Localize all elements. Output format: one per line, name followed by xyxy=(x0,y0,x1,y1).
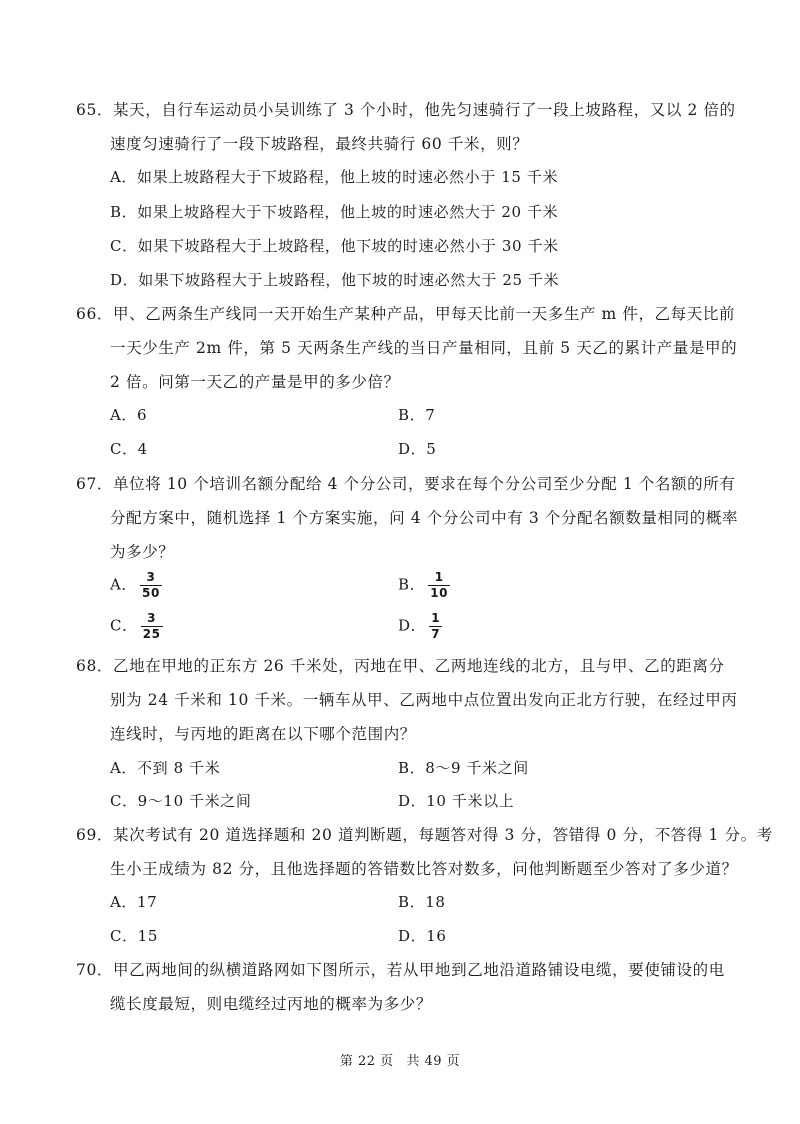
fraction-denominator: 25 xyxy=(142,627,161,641)
option-label: C． xyxy=(110,616,138,635)
question-68-option-d: D．10 千米以上 xyxy=(398,792,515,810)
question-67-option-b xyxy=(398,570,450,601)
question-67-option-a xyxy=(110,570,162,601)
fraction xyxy=(428,570,450,601)
fraction-denominator: 50 xyxy=(142,586,160,600)
fraction xyxy=(429,611,442,642)
question-67-text-cont: 分配方案中，随机选择 1 个方案实施，问 4 个分公司中有 3 个分配名额数量相同的概率 xyxy=(110,509,739,527)
question-69-text: 69．某次考试有 20 道选择题和 20 道判断题，每题答对得 3 分，答错得 0 分，不答得 1 分。考 xyxy=(76,826,773,844)
question-65-option-c: C．如果下坡路程大于上坡路程，他下坡的时速必然小于 30 千米 xyxy=(110,237,559,255)
question-68-text-cont: 别为 24 千米和 10 千米。一辆车从甲、乙两地中点位置出发向正北方行驶，在经过甲丙 xyxy=(110,691,738,709)
fraction-denominator: 10 xyxy=(430,586,449,600)
question-69-option-d: D．16 xyxy=(398,927,447,945)
fraction xyxy=(141,611,163,642)
question-68-option-b: B．8～9 千米之间 xyxy=(398,759,529,777)
fraction-numerator: 1 xyxy=(431,611,441,625)
fraction-denominator: 7 xyxy=(431,627,441,641)
question-65-text: 65．某天，自行车运动员小吴训练了 3 个小时，他先匀速骑行了一段上坡路程，又以 2 倍的 xyxy=(76,101,736,119)
option-label: D． xyxy=(398,616,427,635)
question-67-text: 67．单位将 10 个培训名额分配给 4 个分公司，要求在每个分公司至少分配 1 个名额的所有 xyxy=(76,475,736,493)
question-67-text-cont2: 为多少？ xyxy=(110,543,175,561)
fraction-numerator: 1 xyxy=(428,570,450,586)
question-65-text-cont: 速度匀速骑行了一段下坡路程，最终共骑行 60 千米，则？ xyxy=(110,135,529,153)
question-67-option-d xyxy=(398,611,442,642)
fraction-numerator: 3 xyxy=(141,611,163,627)
question-67-option-c xyxy=(110,611,163,642)
question-65-option-d: D．如果下坡路程大于上坡路程，他下坡的时速必然大于 25 千米 xyxy=(110,271,560,289)
question-66-text-cont2: 2 倍。问第一天乙的产量是甲的多少倍？ xyxy=(110,373,400,391)
option-label: B． xyxy=(398,575,426,594)
question-69-option-b: B．18 xyxy=(398,893,446,911)
question-66-option-b: B．7 xyxy=(398,406,436,424)
question-66-text: 66．甲、乙两条生产线同一天开始生产某种产品，甲每天比前一天多生产 m 件，乙每天比前 xyxy=(76,305,736,323)
question-68-text-cont2: 连线时，与丙地的距离在以下哪个范围内？ xyxy=(110,725,416,743)
question-68-option-c: C．9～10 千米之间 xyxy=(110,792,252,810)
question-68-option-a: A．不到 8 千米 xyxy=(110,759,221,777)
question-66-text-cont: 一天少生产 2m 件，第 5 天两条生产线的当日产量相同，且前 5 天乙的累计产量是甲的 xyxy=(110,339,738,357)
total-pages: 共 49 页 xyxy=(406,1054,461,1069)
question-68-text: 68．乙地在甲地的正东方 26 千米处，丙地在甲、乙两地连线的北方，且与甲、乙的距离分 xyxy=(76,657,725,675)
fraction xyxy=(140,570,162,601)
question-70-text: 70．甲乙两地间的纵横道路网如下图所示，若从甲地到乙地沿道路铺设电缆，要使铺设的电 xyxy=(76,961,725,979)
page-footer xyxy=(0,1050,800,1069)
question-66-option-c: C．4 xyxy=(110,440,148,458)
question-70-text-cont: 缆长度最短，则电缆经过丙地的概率为多少？ xyxy=(110,995,433,1013)
question-66-option-a: A．6 xyxy=(110,406,148,424)
question-66-option-d: D．5 xyxy=(398,440,437,458)
fraction-numerator: 3 xyxy=(140,570,162,586)
option-label: A． xyxy=(110,575,138,594)
question-65-option-b: B．如果上坡路程大于下坡路程，他上坡的时速必然大于 20 千米 xyxy=(110,203,559,221)
question-69-text-cont: 生小王成绩为 82 分，且他选择题的答错数比答对数多，问他判断题至少答对了多少道？ xyxy=(110,860,738,878)
question-65-option-a: A．如果上坡路程大于下坡路程，他上坡的时速必然小于 15 千米 xyxy=(110,168,559,186)
question-69-option-c: C．15 xyxy=(110,927,158,945)
question-69-option-a: A．17 xyxy=(110,893,158,911)
page-number: 第 22 页 xyxy=(339,1054,394,1069)
